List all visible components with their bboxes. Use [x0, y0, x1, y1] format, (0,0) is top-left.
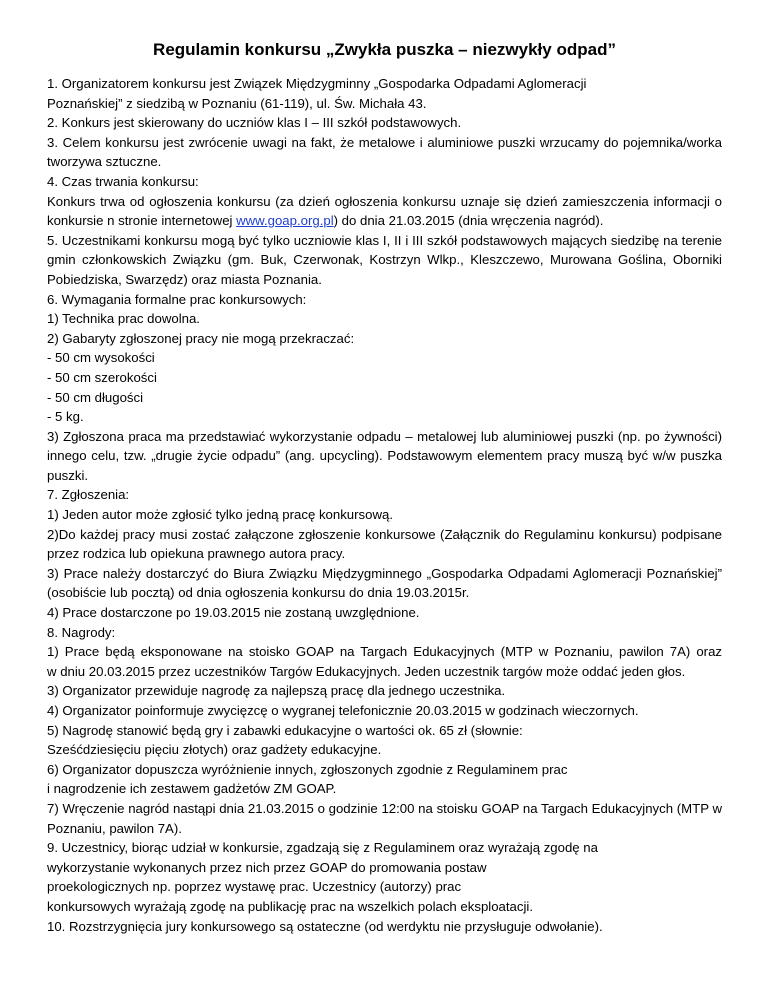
text-line: 9. Uczestnicy, biorąc udział w konkursie, zgadzają się z Regulaminem oraz wyrażają zgodę na [47, 840, 598, 856]
text-line: proekologicznych np. poprzez wystawę prac. Uczestnicy (autorzy) prac [47, 879, 462, 895]
text-line: Poznaniu, pawilon 7A). [47, 820, 182, 836]
text-line: i nagrodzenie ich zestawem gadżetów ZM GOAP. [47, 781, 337, 797]
text-line: 1. Organizatorem konkursu jest Związek Międzygminny „Gospodarka Odpadami Aglomeracji [47, 76, 587, 91]
text-line: 1) Prace będą eksponowane na stoisko GOAP na Targach Edukacyjnych (MTP w Poznaniu, pawilon 7A) oraz [47, 644, 722, 660]
text-line: 10. Rozstrzygnięcia jury konkursowego są ostateczne (od werdyktu nie przysługuje odwołanie). [47, 918, 603, 934]
text-line: - 50 cm długości [47, 389, 144, 405]
text-line: w dniu 20.03.2015 przez uczestników Targów Edukacyjnych. Jeden uczestnik targów może oddać jeden głos. [47, 663, 686, 679]
text-line: 1) Jeden autor może zgłosić tylko jedną pracę konkursową. [47, 507, 393, 523]
text-segment: ) do dnia 21.03.2015 (dnia wręczenia nagród). [333, 213, 604, 229]
text-line: przez rodzica lub opiekuna prawnego autora pracy. [47, 546, 346, 562]
text-line: 8. Nagrody: [47, 624, 116, 640]
text-line: 7. Zgłoszenia: [47, 487, 130, 503]
text-line: - 50 cm szerokości [47, 369, 157, 385]
text-line: - 5 kg. [47, 409, 84, 425]
text-segment: konkursie n stronie internetowej [47, 213, 237, 229]
text-line: Poznańskiej” z siedzibą w Poznaniu (61-119), ul. Św. Michała 43. [47, 95, 427, 111]
document-page [47, 38, 722, 936]
text-line: wykorzystanie wykonanych przez nich przez GOAP do promowania postaw [47, 859, 487, 875]
text-line: puszki. [47, 467, 89, 483]
text-line: 3) Prace należy dostarczyć do Biura Związku Międzygminnego „Gospodarka Odpadami Aglomeracji Poznańskiej” [47, 565, 722, 581]
text-line: 1) Technika prac dowolna. [47, 311, 200, 327]
text-line: innego celu, tzw. „drugie życie odpadu” (ang. upcycling). Podstawowym elementem pracy muszą być w/w puszka [47, 448, 722, 464]
text-line: (osobiście lub pocztą) od dnia ogłoszenia konkursu do dnia 19.03.2015r. [47, 585, 470, 601]
document-title: Regulamin konkursu „Zwykła puszka – niezwykły odpad” [153, 40, 616, 59]
text-line: - 50 cm wysokości [47, 350, 155, 366]
regulations-body [47, 74, 722, 936]
text-line: 6. Wymagania formalne prac konkursowych: [47, 291, 307, 307]
text-line: 4) Organizator poinformuje zwycięzcę o wygranej telefonicznie 20.03.2015 w godzinach wieczornych. [47, 703, 639, 718]
text-line: 3) Zgłoszona praca ma przedstawiać wykorzystanie odpadu – metalowej lub aluminiowej puszki (np. po żywności) [47, 428, 722, 444]
text-line: 6) Organizator dopuszcza wyróżnienie innych, zgłoszonych zgodnie z Regulaminem prac [47, 761, 568, 777]
text-line: 3) Organizator przewiduje nagrodę za najlepszą pracę dla jednego uczestnika. [47, 683, 506, 699]
website-link[interactable]: www.goap.org.pl [236, 213, 334, 229]
text-line: 4. Czas trwania konkursu: [47, 173, 199, 189]
text-line: 5) Nagrodę stanowić będą gry i zabawki edukacyjne o wartości ok. 65 zł (słownie: [47, 722, 523, 738]
text-line: 7) Wręczenie nagród nastąpi dnia 21.03.2015 o godzinie 12:00 na stoisku GOAP na Targach Edukacyjnych (MTP w [47, 800, 722, 816]
text-line: tworzywa sztuczne. [47, 154, 162, 170]
text-line: Pobiedziska, Swarzędz) oraz miasta Poznania. [47, 271, 322, 287]
text-line [47, 211, 722, 231]
text-line: 2)Do każdej pracy musi zostać załączone zgłoszenie konkursowe (Załącznik do Regulaminu konkursu) podpisane [47, 526, 722, 542]
text-line: konkursowych wyrażają zgodę na publikację prac na wszelkich polach eksploatacji. [47, 898, 533, 914]
text-line: Konkurs trwa od ogłoszenia konkursu (za dzień ogłoszenia konkursu uznaje się dzień zamieszczenia informacji o [47, 193, 722, 209]
text-line: 5. Uczestnikami konkursu mogą być tylko uczniowie klas I, II i III szkół podstawowych mających siedzibę na terenie [47, 232, 722, 248]
text-line: 2. Konkurs jest skierowany do uczniów klas I – III szkół podstawowych. [47, 115, 462, 131]
text-line: gmin członkowskich Związku (gm. Buk, Czerwonak, Kostrzyn Wlkp., Kleszczewo, Murowana Goślina, Oborniki [47, 252, 722, 268]
text-line: 2) Gabaryty zgłoszonej pracy nie mogą przekraczać: [47, 330, 355, 346]
text-line: Sześćdziesięciu pięciu złotych) oraz gadżety edukacyjne. [47, 742, 382, 758]
text-line: 3. Celem konkursu jest zwrócenie uwagi na fakt, że metalowe i aluminiowe puszki wrzucamy do pojemnika/worka [47, 134, 722, 150]
text-line: 4) Prace dostarczone po 19.03.2015 nie zostaną uwzględnione. [47, 605, 420, 621]
